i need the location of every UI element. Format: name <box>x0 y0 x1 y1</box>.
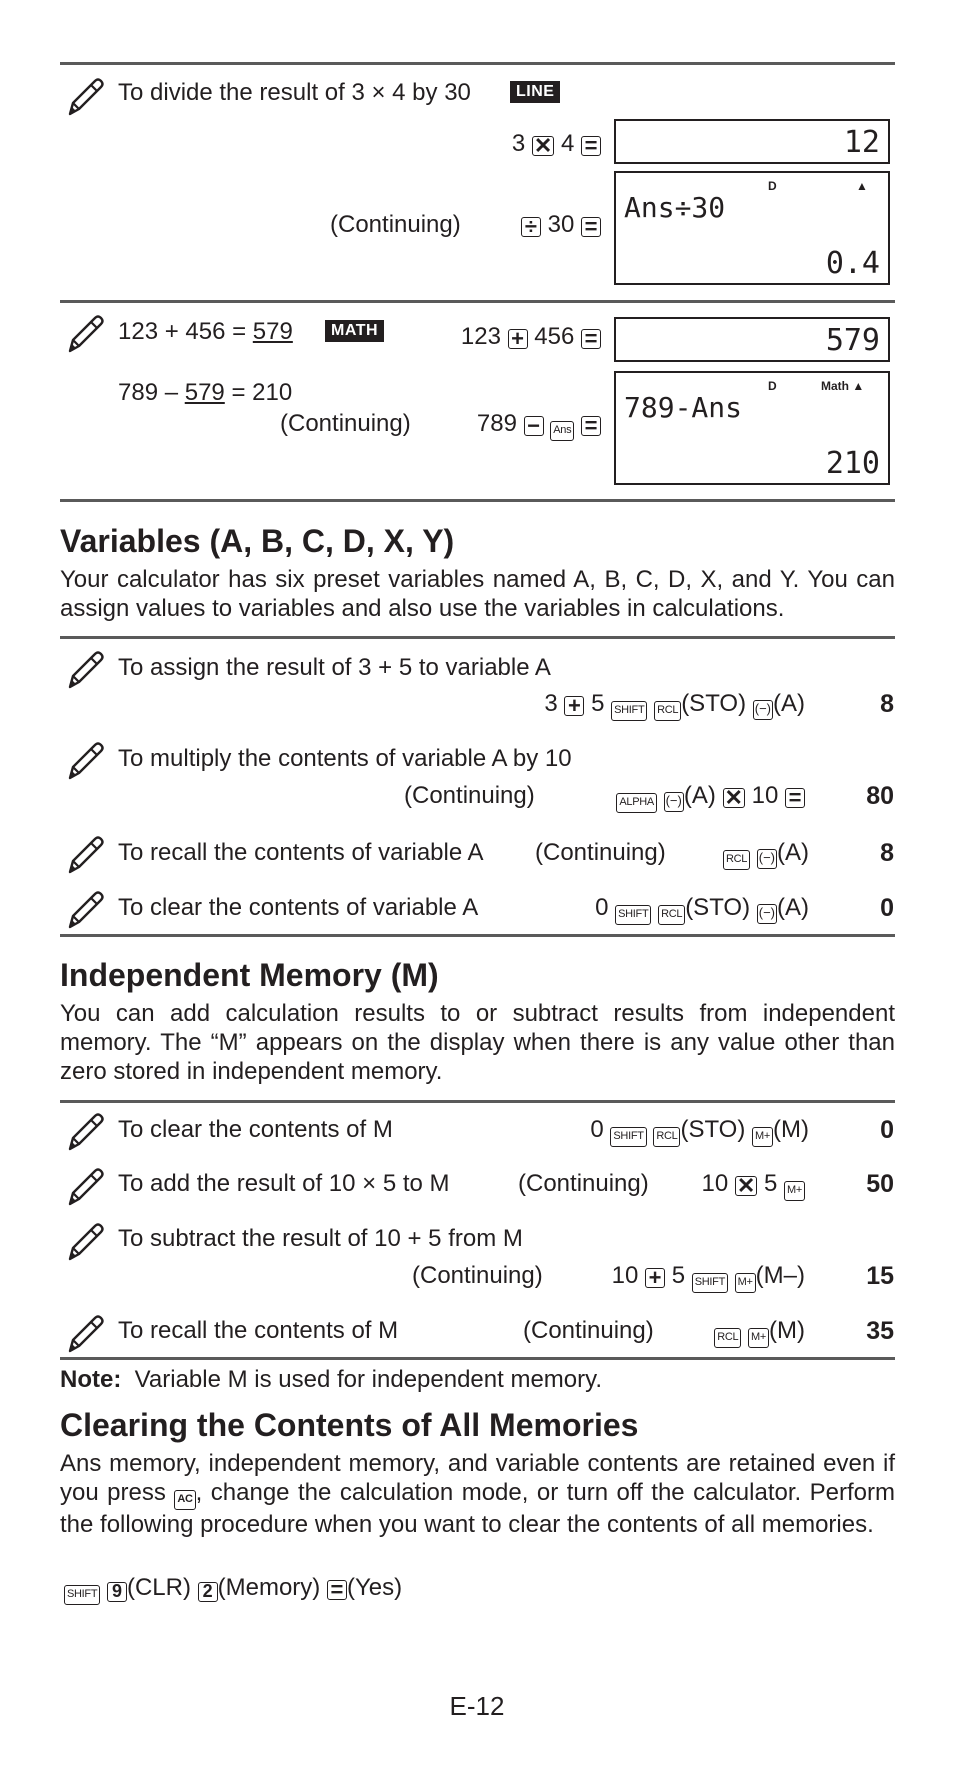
ex2-line1-underlined: 579 <box>252 318 293 345</box>
lcd-result: 579 <box>825 323 880 358</box>
operand: 0 <box>590 1116 604 1143</box>
rcl-key-icon: RCL <box>658 905 685 925</box>
continuing-label: (Continuing) <box>535 839 666 866</box>
m-plus-key-icon: M+ <box>735 1273 756 1293</box>
key-function-label: (CLR) <box>126 1574 191 1601</box>
negative-key-icon: (−) <box>757 849 777 869</box>
continuing-label: (Continuing) <box>404 782 535 809</box>
var-ex2-answer: 80 <box>866 782 894 810</box>
two-key-icon: 2 <box>198 1582 218 1602</box>
key-function-label: (STO) <box>685 894 751 921</box>
mem-ex4-keystrokes <box>714 1317 805 1348</box>
lcd-result: 12 <box>843 125 880 160</box>
equals-key-icon: = <box>327 1580 347 1600</box>
ex2-keystrokes-1 <box>461 323 601 351</box>
ex2-line2-text: = 210 <box>224 379 293 406</box>
rule-top <box>60 636 895 639</box>
var-ex3-keystrokes <box>723 839 809 870</box>
lcd-degree-indicator: D <box>768 179 777 193</box>
lcd-display-3 <box>614 317 890 362</box>
operand: 10 <box>611 1262 639 1289</box>
var-ex2-title: To multiply the contents of variable A by 10 <box>118 745 572 772</box>
ex2-keystrokes-2 <box>477 410 601 441</box>
negative-key-icon: (−) <box>757 904 777 924</box>
note-label: Note: <box>60 1366 122 1393</box>
operand: 5 <box>763 1170 778 1197</box>
lcd-math-indicator: Math ▲ <box>821 379 865 393</box>
rule-top <box>60 62 895 65</box>
key-function-label: (M–) <box>755 1262 805 1289</box>
ex2-line2-underlined: 579 <box>184 379 225 406</box>
continuing-label: (Continuing) <box>280 410 411 437</box>
key-function-label: (A) <box>773 690 805 717</box>
rule-divider <box>60 300 895 303</box>
rule-bottom <box>60 1357 895 1360</box>
shift-key-icon: SHIFT <box>692 1273 728 1293</box>
memory-heading: Independent Memory (M) <box>60 957 439 993</box>
minus-key-icon: − <box>524 416 544 436</box>
key-function-label: (M) <box>769 1317 805 1344</box>
shift-key-icon: SHIFT <box>64 1585 100 1605</box>
alpha-key-icon: ALPHA <box>616 793 657 813</box>
ans-key-icon: Ans <box>550 421 574 441</box>
key-function-label: (STO) <box>680 1116 746 1143</box>
lcd-result: 210 <box>825 446 880 481</box>
var-ex4-keystrokes <box>595 894 809 925</box>
rule-bottom <box>60 934 895 937</box>
key-function-label: (A) <box>683 782 716 809</box>
var-ex1-title: To assign the result of 3 + 5 to variable A <box>118 654 551 681</box>
m-plus-key-icon: M+ <box>784 1181 805 1201</box>
note-text: Variable M is used for independent memory. <box>134 1366 603 1393</box>
shift-key-icon: SHIFT <box>610 1127 646 1147</box>
rcl-key-icon: RCL <box>723 850 750 870</box>
mem-ex3-title: To subtract the result of 10 + 5 from M <box>118 1225 523 1252</box>
pencil-icon <box>64 740 106 782</box>
operand: 3 <box>544 690 558 717</box>
key-function-label: (A) <box>777 839 809 866</box>
plus-key-icon: + <box>508 329 528 349</box>
continuing-label: (Continuing) <box>518 1170 649 1197</box>
memory-intro: You can add calculation results to or subtract results from independent memory. The “M” appears on the display when there is any value other than zero stored in independent memory. <box>60 1000 895 1085</box>
lcd-display-2 <box>614 171 890 285</box>
ex2-line2-text: 789 – <box>118 379 185 406</box>
memory-note <box>60 1366 602 1394</box>
pencil-icon <box>64 313 106 355</box>
var-ex1-answer: 8 <box>880 690 894 718</box>
variables-intro: Your calculator has six preset variables named A, B, C, D, X, and Y. You can assign values to variables and also use the variables in calculations. <box>60 566 895 622</box>
lcd-expression: Ans÷30 <box>624 191 726 224</box>
equals-key-icon: = <box>785 788 805 808</box>
operand: 5 <box>591 690 605 717</box>
variables-heading: Variables (A, B, C, D, X, Y) <box>60 523 455 559</box>
rule-top <box>60 1100 895 1103</box>
pencil-icon <box>64 76 106 118</box>
operand: 10 <box>701 1170 729 1197</box>
lcd-result: 0.4 <box>825 246 880 281</box>
mem-ex3-answer: 15 <box>866 1262 894 1290</box>
ex1-keystrokes-2 <box>521 211 601 239</box>
operand: 123 <box>460 323 501 350</box>
equals-key-icon: = <box>581 329 601 349</box>
mem-ex2-keystrokes <box>701 1170 805 1201</box>
var-ex1-keystrokes <box>544 690 805 721</box>
mem-ex4-answer: 35 <box>866 1317 894 1345</box>
key-function-label: (Yes) <box>346 1574 403 1601</box>
ac-key-icon: AC <box>174 1490 195 1510</box>
divide-key-icon: ÷ <box>521 217 541 237</box>
lcd-expression: 789-Ans <box>624 391 743 424</box>
clear-intro <box>60 1449 895 1539</box>
operand: 456 <box>534 323 575 350</box>
ex1-title: To divide the result of 3 × 4 by 30 <box>118 79 471 106</box>
operand: 30 <box>547 211 575 238</box>
ex2-line1-text: 123 + 456 = <box>118 318 253 345</box>
operand: 3 <box>511 130 526 157</box>
key-function-label: (STO) <box>681 690 747 717</box>
ex1-keystrokes-1 <box>512 130 601 158</box>
pencil-icon <box>64 834 106 876</box>
continuing-label: (Continuing) <box>330 211 461 238</box>
clear-keystrokes <box>64 1574 402 1605</box>
rcl-key-icon: RCL <box>653 1127 680 1147</box>
pencil-icon <box>64 1111 106 1153</box>
m-plus-key-icon: M+ <box>752 1127 773 1147</box>
rcl-key-icon: RCL <box>654 701 681 721</box>
key-function-label: (A) <box>777 894 809 921</box>
operand: 0 <box>595 894 609 921</box>
negative-key-icon: (−) <box>664 792 684 812</box>
plus-key-icon: + <box>645 1268 665 1288</box>
multiply-key-icon: ✕ <box>736 1173 756 1198</box>
mem-ex1-answer: 0 <box>880 1116 894 1144</box>
var-ex4-answer: 0 <box>880 894 894 922</box>
pencil-icon <box>64 1313 106 1355</box>
ex2-line1 <box>118 318 293 346</box>
multiply-key-icon: ✕ <box>533 133 553 158</box>
plus-key-icon: + <box>564 696 584 716</box>
operand: 789 <box>476 410 517 437</box>
rule-bottom <box>60 499 895 502</box>
clear-intro-text: Ans memory, independent memory, and variable contents are retained even if you press <box>60 1450 895 1506</box>
continuing-label: (Continuing) <box>412 1262 543 1289</box>
page-number: E-12 <box>449 1691 505 1721</box>
pencil-icon <box>64 649 106 691</box>
line-mode-tag: LINE <box>510 81 560 103</box>
lcd-display-1 <box>614 119 890 164</box>
pencil-icon <box>64 1221 106 1263</box>
equals-key-icon: = <box>581 136 601 156</box>
continuing-label: (Continuing) <box>523 1317 654 1344</box>
clear-intro-text: , change the calculation mode, or turn off the calculator. Perform the following procedure when you want to clear the contents of all memories. <box>60 1479 895 1538</box>
mem-ex4-title: To recall the contents of M <box>118 1317 399 1344</box>
pencil-icon <box>64 1166 106 1208</box>
operand: 10 <box>751 782 779 809</box>
ex2-line2 <box>118 379 292 407</box>
negative-key-icon: (−) <box>753 700 773 720</box>
nine-key-icon: 9 <box>107 1582 127 1602</box>
shift-key-icon: SHIFT <box>611 701 647 721</box>
key-function-label: (Memory) <box>217 1574 321 1601</box>
equals-key-icon: = <box>581 217 601 237</box>
var-ex3-title: To recall the contents of variable A <box>118 839 484 866</box>
pencil-icon <box>64 889 106 931</box>
mem-ex1-keystrokes <box>590 1116 809 1147</box>
shift-key-icon: SHIFT <box>615 905 651 925</box>
var-ex3-answer: 8 <box>880 839 894 867</box>
lcd-degree-indicator: D <box>768 379 777 393</box>
operand: 4 <box>560 130 575 157</box>
mem-ex2-answer: 50 <box>866 1170 894 1198</box>
var-ex4-title: To clear the contents of variable A <box>118 894 479 921</box>
var-ex2-keystrokes <box>616 782 805 813</box>
math-mode-tag: MATH <box>325 320 384 342</box>
mem-ex1-title: To clear the contents of M <box>118 1116 393 1143</box>
lcd-display-4 <box>614 371 890 485</box>
operand: 5 <box>671 1262 686 1289</box>
rcl-key-icon: RCL <box>714 1328 741 1348</box>
mem-ex3-keystrokes <box>612 1262 805 1293</box>
mem-ex2-title: To add the result of 10 × 5 to M <box>118 1170 450 1197</box>
lcd-up-arrow-indicator: ▲ <box>856 179 868 193</box>
m-plus-key-icon: M+ <box>748 1328 769 1348</box>
equals-key-icon: = <box>581 416 601 436</box>
multiply-key-icon: ✕ <box>724 785 743 810</box>
clear-heading: Clearing the Contents of All Memories <box>60 1407 639 1443</box>
key-function-label: (M) <box>773 1116 809 1143</box>
